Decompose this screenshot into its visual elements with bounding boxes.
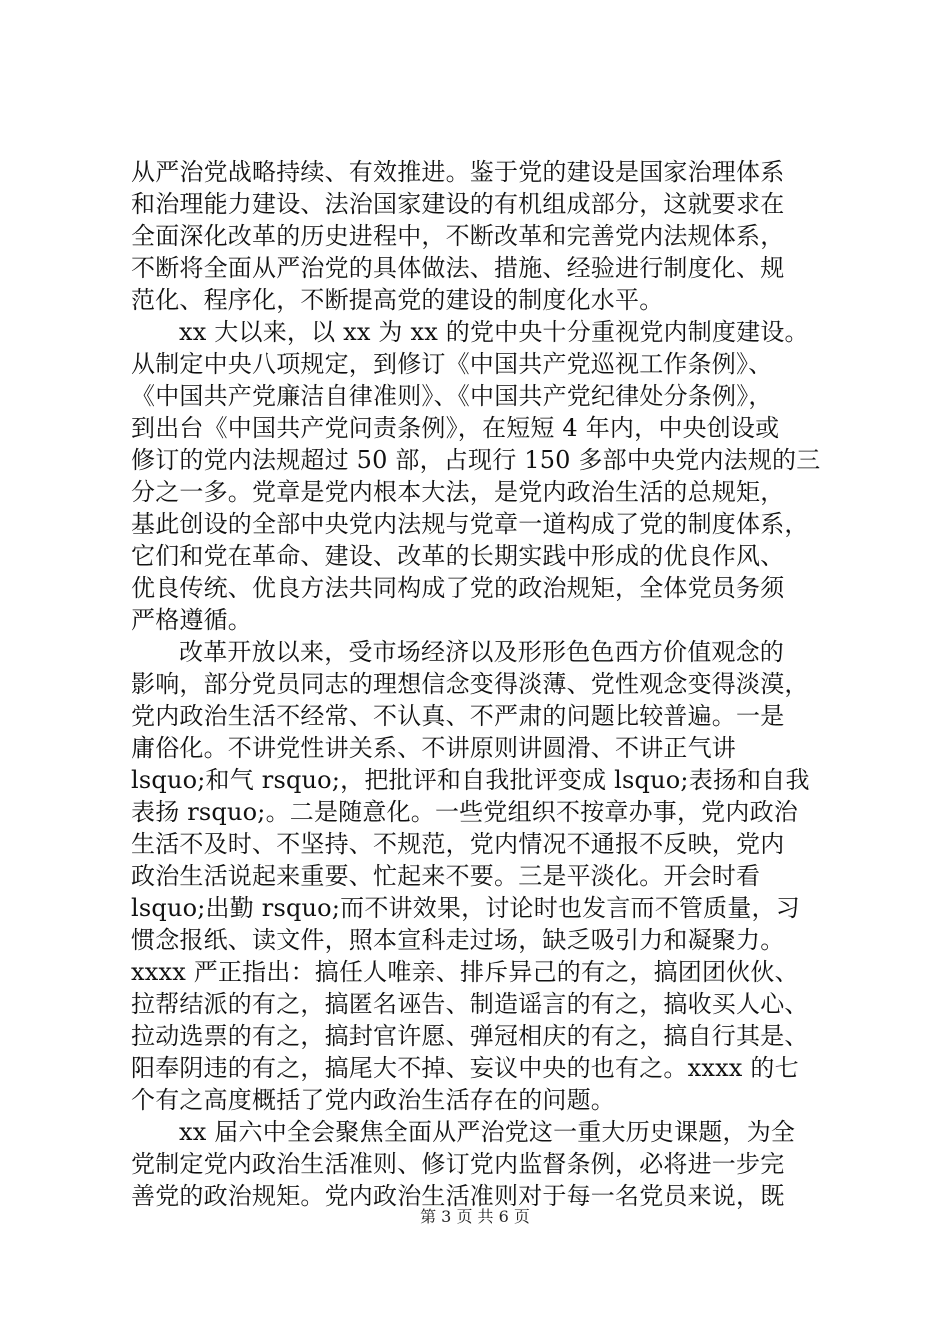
page-footer: 第 3 页 共 6 页 [420, 1207, 530, 1226]
text-line: 政治生活说起来重要、忙起来不要。三是平淡化。开会时看 [131, 862, 761, 890]
document-body [131, 156, 831, 1212]
text-line: 表扬 rsquo;。二是随意化。一些党组织不按章办事，党内政治 [131, 798, 798, 826]
text-line: lsquo;出勤 rsquo;而不讲效果，讨论时也发言而不管质量，习 [131, 894, 800, 922]
text-line: 拉动选票的有之，搞封官许愿、弹冠相庆的有之，搞自行其是、 [131, 1022, 809, 1050]
text-line: 从严治党战略持续、有效推进。鉴于党的建设是国家治理体系 [131, 158, 785, 186]
paragraph-start-line: xx 大以来，以 xx 为 xx 的党中央十分重视党内制度建设。 [179, 318, 809, 346]
text-line: 惯念报纸、读文件，照本宣科走过场，缺乏吸引力和凝聚力。 [131, 926, 785, 954]
text-line: 范化、程序化，不断提高党的建设的制度化水平。 [131, 286, 664, 314]
text-line: 修订的党内法规超过 50 部，占现行 150 多部中央党内法规的三 [131, 446, 821, 474]
text-line: 生活不及时、不坚持、不规范，党内情况不通报不反映，党内 [131, 830, 785, 858]
text-line: 基此创设的全部中央党内法规与党章一道构成了党的制度体系， [131, 510, 809, 538]
text-line: 党制定党内政治生活准则、修订党内监督条例，必将进一步完 [131, 1150, 785, 1178]
text-line: 从制定中央八项规定，到修订《中国共产党巡视工作条例》、 [131, 350, 773, 378]
text-line: 全面深化改革的历史进程中，不断改革和完善党内法规体系， [131, 222, 785, 250]
text-line: 《中国共产党廉洁自律准则》、《中国共产党纪律处分条例》， [131, 382, 773, 410]
text-line: 影响，部分党员同志的理想信念变得淡薄、党性观念变得淡漠， [131, 670, 809, 698]
text-line: 拉帮结派的有之，搞匿名诬告、制造谣言的有之，搞收买人心、 [131, 990, 809, 1018]
text-line: 不断将全面从严治党的具体做法、措施、经验进行制度化、规 [131, 254, 785, 282]
text-line: 党内政治生活不经常、不认真、不严肃的问题比较普遍。一是 [131, 702, 785, 730]
text-line: 到出台《中国共产党问责条例》，在短短 4 年内，中央创设或 [131, 414, 780, 442]
text-line: 庸俗化。不讲党性讲关系、不讲原则讲圆滑、不讲正气讲 [131, 734, 736, 762]
text-line: 分之一多。党章是党内根本大法，是党内政治生活的总规矩， [131, 478, 785, 506]
text-line: 善党的政治规矩。党内政治生活准则对于每一名党员来说，既 [131, 1182, 785, 1210]
text-line: 个有之高度概括了党内政治生活存在的问题。 [131, 1086, 615, 1114]
text-line: lsquo;和气 rsquo;，把批评和自我批评变成 lsquo;表扬和自我 [131, 766, 810, 794]
text-line: 它们和党在革命、建设、改革的长期实践中形成的优良作风、 [131, 542, 785, 570]
paragraph-start-line: 改革开放以来，受市场经济以及形形色色西方价值观念的 [179, 638, 784, 666]
text-line: 和治理能力建设、法治国家建设的有机组成部分，这就要求在 [131, 190, 785, 218]
text-line: 严格遵循。 [131, 606, 252, 634]
text-line: xxxx 严正指出：搞任人唯亲、排斥异己的有之，搞团团伙伙、 [131, 958, 799, 986]
text-line: 阳奉阴违的有之，搞尾大不掉、妄议中央的也有之。xxxx 的七 [131, 1054, 799, 1082]
text-line: 优良传统、优良方法共同构成了党的政治规矩，全体党员务须 [131, 574, 785, 602]
paragraph-start-line: xx 届六中全会聚焦全面从严治党这一重大历史课题，为全 [179, 1118, 796, 1146]
